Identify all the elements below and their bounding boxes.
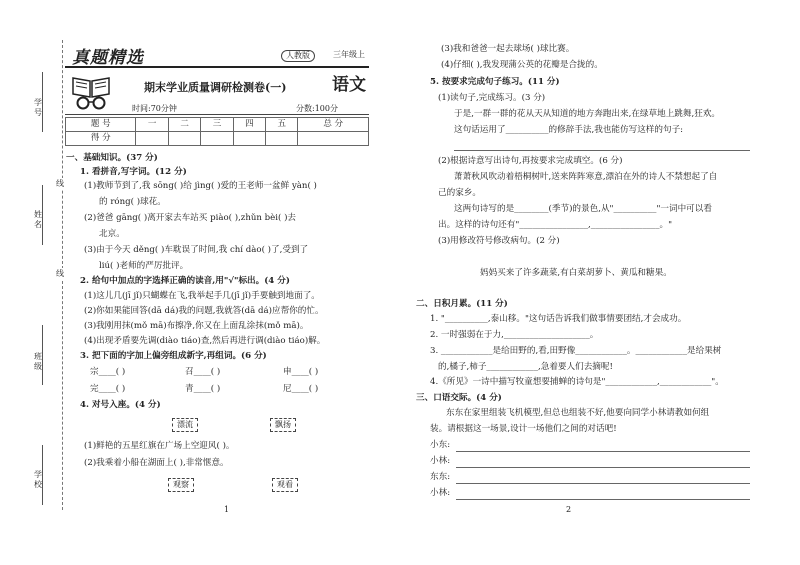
class-field[interactable] (42, 325, 43, 385)
question-line: (3)我刚用抹(mǒ mā)布擦净,你又在上面乱涂抹(mǒ mā)。 (84, 321, 309, 331)
table-cell: 五 (266, 118, 298, 132)
paper-title: 期末学业质量调研检测卷(一) (144, 81, 287, 94)
question-line: 1. "__________,泰山移。"这句话告诉我们做事情要团结,才会成功。 (430, 314, 687, 324)
table-cell: 四 (233, 118, 265, 132)
word-blank[interactable]: 青____( ) (185, 384, 221, 394)
answer-line[interactable] (456, 499, 750, 500)
name-label: 姓 名 (34, 210, 42, 229)
score-input-cell[interactable] (201, 132, 233, 146)
school-field[interactable] (42, 445, 43, 505)
question-line: (3)用修改符号修改病句。(2 分) (438, 236, 560, 246)
section-heading: 二、日积月累。(11 分) (416, 299, 508, 309)
question-line: (4)仔细( ),我发现蒲公英的花瓣是合拢的。 (441, 60, 603, 70)
header-rule (65, 66, 369, 68)
word-blank[interactable]: 申____( ) (283, 367, 319, 377)
score-input-cell[interactable] (168, 132, 200, 146)
word-choice-box: 观看 (272, 478, 298, 492)
question-line: liú( )老师的严厉批评。 (99, 261, 189, 271)
score-table (65, 117, 369, 146)
question-heading: 3. 把下面的字加上偏旁组成新字,再组词。(6 分) (80, 351, 267, 361)
table-cell: 题 号 (66, 118, 136, 132)
word-choice-box: 漂流 (172, 418, 198, 432)
brand-title: 真题精选 (72, 48, 144, 68)
word-blank[interactable]: 宗____( ) (90, 367, 126, 377)
question-line: 出。这样的诗句还有"________________,________________。" (438, 220, 673, 230)
question-line: 3. ____________是给田野的,看,田野像____________。____________是给果树 (430, 346, 722, 356)
score-input-cell[interactable] (298, 132, 369, 146)
school-label: 学 校 (34, 470, 42, 489)
header-rule (65, 114, 369, 115)
dialogue-label: 小林: (430, 456, 451, 466)
word-blank[interactable]: 召____( ) (185, 367, 221, 377)
question-line: 4.《所见》一诗中描写牧童想要捕蝉的诗句是"____________,____________"。 (430, 377, 724, 387)
word-choice-box: 观察 (168, 478, 194, 492)
question-line: 这两句诗写的是________(季节)的景色,从"__________"一词中可以看 (454, 204, 712, 214)
question-line: (2)你如果能回答(dā dá)我的问题,我就答(dā dá)应帮你的忙。 (84, 306, 324, 316)
question-line: (2)爸爸 gāng( )离开家去车站买 piào( ),zhǔn bèi( )去 (84, 213, 297, 223)
exam-number-label: 学 号 (34, 98, 42, 117)
question-heading: 2. 给句中加点的字选择正确的读音,用"√"标出。(4 分) (80, 276, 290, 286)
question-line: (1)读句子,完成练习。(3 分) (438, 93, 546, 103)
question-line: (3)我和爸爸一起去球场( )球比赛。 (441, 44, 575, 54)
question-line: (3)由于今天 děng( )车耽误了时间,我 chí dào( )了,受到了 (84, 245, 309, 255)
answer-line[interactable] (456, 483, 750, 484)
passage-line: 装。请根据这一场景,设计一场他们之间的对话吧! (430, 424, 617, 434)
question-line: (1)鲜艳的五星红旗在广场上空迎风( )。 (84, 441, 235, 451)
question-line: (4)出现矛盾要先调(diào tiáo)查,然后再进行调(diào tiáo)解。 (84, 336, 326, 346)
question-heading: 4. 对号入座。(4 分) (80, 400, 161, 410)
score-input-cell[interactable] (233, 132, 265, 146)
answer-line[interactable] (456, 467, 750, 468)
passage-line: 于是,一群一群的花从天从知道的地方奔跑出来,在绿草地上跳舞,狂欢。 (454, 109, 721, 119)
table-cell: 三 (201, 118, 233, 132)
name-field[interactable] (42, 185, 43, 245)
total-score: 分数:100分 (296, 104, 338, 113)
question-line: (2)根据诗意写出诗句,再按要求完成填空。(6 分) (438, 156, 623, 166)
question-line: 的,橘子,柿子____________,急着要人们去摘呢! (438, 362, 613, 372)
section-heading: 一、基础知识。(37 分) (66, 153, 158, 163)
word-choice-box: 飘扬 (270, 418, 296, 432)
question-heading: 5. 按要求完成句子练习。(11 分) (430, 77, 560, 87)
score-input-cell[interactable] (136, 132, 168, 146)
question-line: (1)教师节到了,我 sōng( )给 jìng( )爱的王老师一盆鲜 yàn( ) (84, 181, 317, 191)
question-line: 的 róng( )球花。 (99, 197, 166, 207)
dialogue-label: 东东: (430, 472, 451, 482)
table-cell: 得 分 (66, 132, 136, 146)
time-limit: 时间:70分钟 (132, 104, 177, 113)
cut-mark: 线 (56, 179, 64, 188)
cut-mark: 线 (56, 269, 64, 278)
edition-badge: 人教版 (281, 50, 315, 62)
passage-line: 东东在家里组装飞机模型,但总也组装不好,他要向同学小林请教如何组 (446, 408, 710, 418)
passage-line: 己的家乡。 (438, 188, 481, 198)
table-cell: 总 分 (298, 118, 369, 132)
word-blank[interactable]: 尼____( ) (283, 384, 319, 394)
dialogue-label: 小东: (430, 440, 451, 450)
question-line: 这句话运用了__________的修辞手法,我也能仿写这样的句子: (454, 125, 684, 135)
grade-label: 三年级上 (333, 50, 365, 59)
answer-line[interactable] (456, 451, 750, 452)
table-cell: 一 (136, 118, 168, 132)
section-heading: 三、口语交际。(4 分) (416, 393, 502, 403)
question-line: 2. 一时强弱在于力,____________________。 (430, 330, 599, 340)
exam-number-field[interactable] (42, 72, 43, 132)
page-number: 2 (566, 505, 572, 514)
subject-title: 语文 (332, 75, 366, 95)
question-line: (2)我乘着小船在湖面上( ),非常惬意。 (84, 458, 229, 468)
question-line: (1)这儿几(jī jǐ)只蝴蝶在飞,我举起手几(jī jǐ)手要触到地面了。 (84, 291, 320, 301)
table-cell: 二 (168, 118, 200, 132)
sentence-to-edit[interactable]: 妈妈买来了许多蔬菜,有白菜胡萝卜、黄瓜和糖果。 (480, 268, 672, 278)
score-table-header-row (66, 118, 369, 132)
score-table-score-row (66, 132, 369, 146)
answer-line[interactable] (454, 150, 750, 151)
book-glasses-icon (71, 74, 111, 110)
word-blank[interactable]: 完____( ) (90, 384, 126, 394)
score-input-cell[interactable] (266, 132, 298, 146)
question-heading: 1. 看拼音,写字词。(12 分) (80, 167, 187, 177)
page-number: 1 (224, 505, 230, 514)
dialogue-label: 小林: (430, 488, 451, 498)
class-label: 班 级 (34, 352, 42, 371)
question-line: 北京。 (99, 229, 125, 239)
passage-line: 萧萧秋风吹动着梧桐树叶,送来阵阵寒意,漂泊在外的诗人不禁想起了自 (454, 172, 718, 182)
